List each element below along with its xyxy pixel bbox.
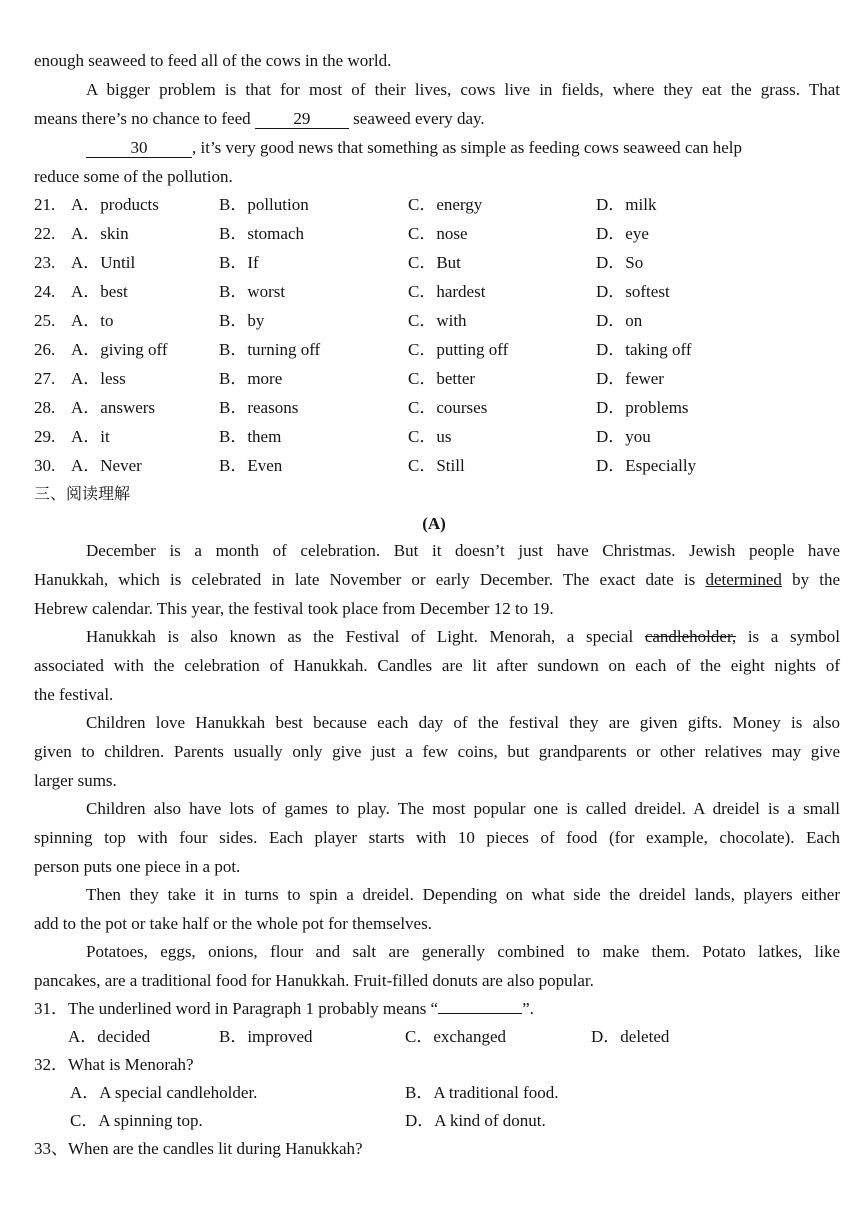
option-c: C．Still [408, 456, 465, 475]
underlined-word: determined [705, 570, 782, 589]
cloze-line-5: reduce some of the pollution. [34, 167, 233, 186]
option-row [34, 455, 854, 477]
cloze-line-3 [34, 108, 840, 130]
passage-line: associated with the celebration of Hanukkah. Candles are lit after sundown on each of the eight nights of [34, 656, 840, 675]
struck-word: candleholder, [644, 627, 737, 646]
passage-line [86, 626, 840, 648]
option-row [34, 194, 854, 216]
question-number: 30. [34, 456, 56, 475]
option-b: B．stomach [219, 224, 304, 243]
q31-option-b: B．improved [219, 1027, 313, 1046]
option-b: B．pollution [219, 195, 309, 214]
option-b: B．reasons [219, 398, 299, 417]
passage-text: by the [792, 570, 840, 589]
option-row [34, 426, 854, 448]
cloze-blank-30: 30 [86, 139, 192, 158]
option-d: D．taking off [596, 340, 692, 359]
q31-option-d: D．deleted [591, 1027, 670, 1046]
option-c: C．nose [408, 224, 468, 243]
option-d: D．eye [596, 224, 649, 243]
passage-line: Hebrew calendar. This year, the festival took place from December 12 to 19. [34, 599, 554, 618]
passage-line: person puts one piece in a pot. [34, 857, 241, 876]
passage-text: Hanukkah is also known as the Festival of Light. Menorah, a special [86, 627, 634, 646]
option-b: B．If [219, 253, 259, 272]
cloze-blank-29: 29 [255, 110, 349, 129]
question-text: ”. [522, 999, 534, 1018]
section-heading: 三、阅读理解 [34, 484, 131, 503]
option-b: B．them [219, 427, 282, 446]
option-row [34, 368, 854, 390]
passage-line: the festival. [34, 685, 114, 704]
passage-line: pancakes, are a traditional food for Hanukkah. Fruit-filled donuts are also popular. [34, 971, 594, 990]
question-number: 25. [34, 311, 56, 330]
passage-line: Then they take it in turns to spin a dreidel. Depending on what side the dreidel lands, players either [86, 885, 840, 904]
question-number: 24. [34, 282, 56, 301]
question-number: 22. [34, 224, 56, 243]
option-d: D．on [596, 311, 643, 330]
question-number: 27. [34, 369, 56, 388]
passage-line: Potatoes, eggs, onions, flour and salt are generally combined to make them. Potato latkes, like [86, 942, 840, 961]
option-d: D．Especially [596, 456, 697, 475]
option-d: D．softest [596, 282, 670, 301]
answer-blank [438, 1013, 522, 1014]
option-b: B．more [219, 369, 283, 388]
q31-option-c: C．exchanged [405, 1027, 507, 1046]
passage-label: (A) [422, 514, 446, 533]
option-row [34, 397, 854, 419]
option-b: B．by [219, 311, 265, 330]
option-d: D．milk [596, 195, 657, 214]
option-b: B．worst [219, 282, 286, 301]
q32-option-a: A．A special candleholder. [70, 1083, 258, 1102]
option-c: C．better [408, 369, 476, 388]
cloze-text: seaweed every day. [353, 109, 485, 128]
passage-line [34, 569, 840, 591]
option-a: A．skin [71, 224, 129, 243]
cloze-line-2: A bigger problem is that for most of their lives, cows live in fields, where they eat the grass. That [86, 80, 840, 99]
cloze-line-1: enough seaweed to feed all of the cows in the world. [34, 51, 392, 70]
option-row [34, 252, 854, 274]
passage-line: Children love Hanukkah best because each day of the festival they are given gifts. Money is also [86, 713, 840, 732]
q32-option-d: D．A kind of donut. [405, 1111, 546, 1130]
option-a: A．best [71, 282, 128, 301]
option-a: A．giving off [71, 340, 168, 359]
passage-line: Children also have lots of games to play. The most popular one is called dreidel. A dreidel is a small [86, 799, 840, 818]
option-a: A．less [71, 369, 126, 388]
question-number: 26. [34, 340, 56, 359]
option-a: A．it [71, 427, 110, 446]
option-c: C．But [408, 253, 461, 272]
passage-line: given to children. Parents usually only give just a few coins, but grandparents or other relatives may give [34, 742, 840, 761]
passage-text: Hanukkah, which is celebrated in late November or early December. The exact date is [34, 570, 696, 589]
passage-line: December is a month of celebration. But it doesn’t just have Christmas. Jewish people have [86, 541, 840, 560]
question-number: 28. [34, 398, 56, 417]
option-a: A．answers [71, 398, 156, 417]
option-c: C．with [408, 311, 467, 330]
option-c: C．hardest [408, 282, 486, 301]
question-31-stem [34, 998, 534, 1020]
option-row [34, 281, 854, 303]
option-c: C．courses [408, 398, 488, 417]
option-row [34, 339, 854, 361]
question-number: 23. [34, 253, 56, 272]
question-32-stem: 32．What is Menorah? [34, 1055, 194, 1074]
option-a: A．Until [71, 253, 136, 272]
passage-line: add to the pot or take half or the whole pot for themselves. [34, 914, 432, 933]
question-33-stem: 33、When are the candles lit during Hanukkah? [34, 1139, 363, 1158]
cloze-line-4 [86, 137, 840, 159]
option-row [34, 310, 854, 332]
option-a: A．products [71, 195, 159, 214]
option-c: C．us [408, 427, 452, 446]
option-b: B．Even [219, 456, 283, 475]
question-number: 21. [34, 195, 56, 214]
q32-option-c: C．A spinning top. [70, 1111, 203, 1130]
option-d: D．fewer [596, 369, 664, 388]
passage-line: larger sums. [34, 771, 117, 790]
option-d: D．you [596, 427, 651, 446]
option-d: D．problems [596, 398, 689, 417]
option-row [34, 223, 854, 245]
option-d: D．So [596, 253, 644, 272]
option-c: C．energy [408, 195, 483, 214]
cloze-text: means there’s no chance to feed [34, 109, 251, 128]
option-a: A．to [71, 311, 114, 330]
q31-option-a: A．decided [68, 1027, 151, 1046]
passage-line: spinning top with four sides. Each player starts with 10 pieces of food (for example, chocolate). Each [34, 828, 840, 847]
question-text: 31．The underlined word in Paragraph 1 probably means “ [34, 999, 439, 1018]
passage-text: is a symbol [747, 627, 841, 646]
option-a: A．Never [71, 456, 142, 475]
option-c: C．putting off [408, 340, 509, 359]
question-number: 29. [34, 427, 56, 446]
q32-option-b: B．A traditional food. [405, 1083, 559, 1102]
option-b: B．turning off [219, 340, 321, 359]
cloze-text: , it’s very good news that something as simple as feeding cows seaweed can help [192, 138, 743, 157]
